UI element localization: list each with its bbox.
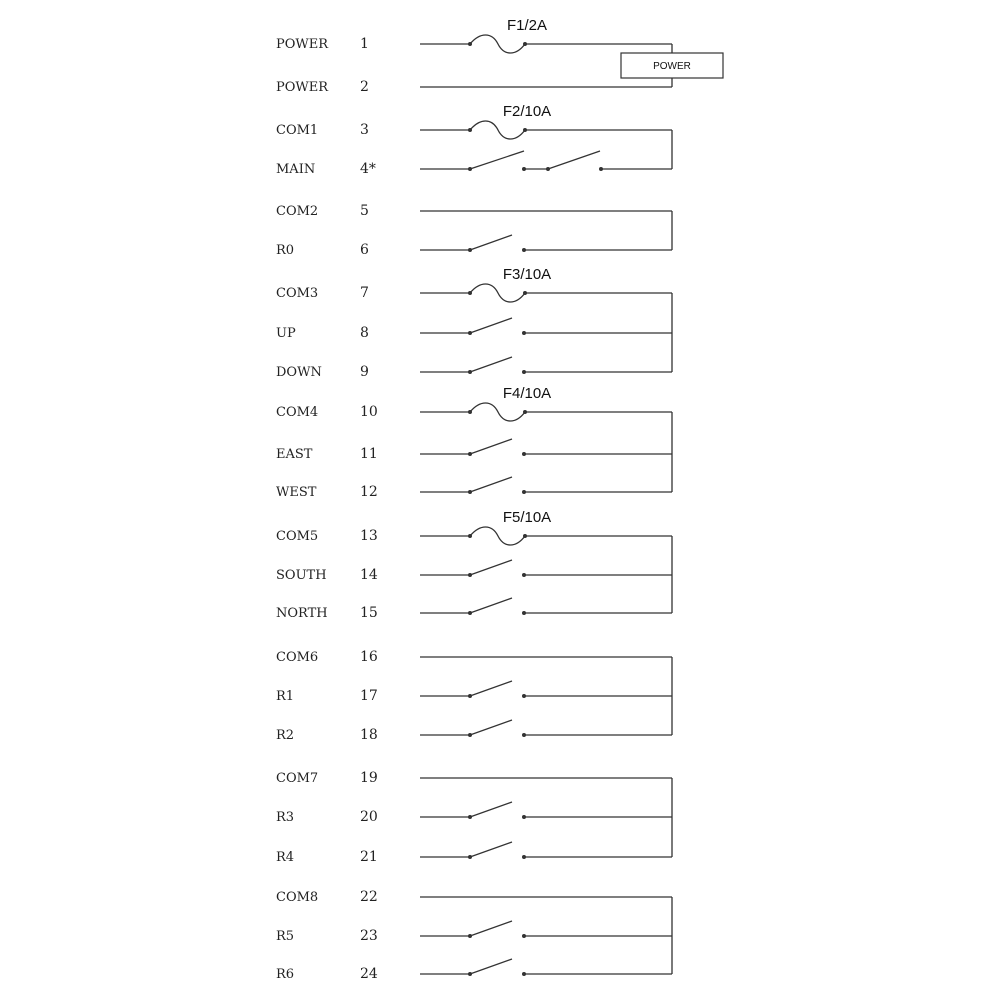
terminal-number: 22 xyxy=(360,889,378,905)
switch-blade xyxy=(470,235,512,250)
switch-blade xyxy=(470,151,524,169)
switch-blade xyxy=(470,681,512,696)
terminal-label: COM8 xyxy=(276,890,319,905)
terminal-label: COM2 xyxy=(276,204,319,219)
switch-blade xyxy=(470,921,512,936)
switch-blade xyxy=(470,477,512,492)
terminal-label: EAST xyxy=(276,447,313,462)
switch-blade xyxy=(470,720,512,735)
terminal-number: 9 xyxy=(360,364,369,380)
terminal-label: R2 xyxy=(276,728,295,743)
terminal-label: COM7 xyxy=(276,771,319,786)
terminal-number: 4* xyxy=(360,161,376,177)
terminal-label: R6 xyxy=(276,967,295,982)
terminal-label: R1 xyxy=(276,689,295,704)
terminal-number: 12 xyxy=(360,484,378,500)
terminal-number: 2 xyxy=(360,79,369,95)
terminal-number: 3 xyxy=(360,122,369,138)
terminal-number: 21 xyxy=(360,849,378,865)
terminal-label: NORTH xyxy=(276,606,328,621)
terminal-number: 16 xyxy=(360,649,378,665)
fuse-symbol xyxy=(470,284,525,302)
terminal-label: POWER xyxy=(276,80,329,95)
terminal-number: 8 xyxy=(360,325,369,341)
switch-blade xyxy=(470,560,512,575)
terminal-label: R3 xyxy=(276,810,295,825)
switch-blade xyxy=(470,318,512,333)
fuse-symbol xyxy=(470,403,525,421)
terminal-label: COM3 xyxy=(276,286,319,301)
terminal-label: POWER xyxy=(276,37,329,52)
switch-blade xyxy=(548,151,600,169)
power-box xyxy=(621,53,723,78)
terminal-number: 20 xyxy=(360,809,378,825)
fuse-symbol xyxy=(470,527,525,545)
terminal-number: 11 xyxy=(360,446,378,462)
terminal-label: COM1 xyxy=(276,123,319,138)
terminal-label: R4 xyxy=(276,850,295,865)
fuse-symbol xyxy=(470,121,525,139)
fuse-symbol xyxy=(470,35,525,53)
switch-blade xyxy=(470,802,512,817)
fuse-label: F3/10A xyxy=(502,266,552,283)
terminal-number: 6 xyxy=(360,242,369,258)
terminal-label: R5 xyxy=(276,929,295,944)
terminal-label: COM5 xyxy=(276,529,319,544)
terminal-label: DOWN xyxy=(276,365,322,380)
terminal-label: WEST xyxy=(276,485,317,500)
switch-blade xyxy=(470,439,512,454)
terminal-label: UP xyxy=(276,326,296,341)
terminal-number: 23 xyxy=(360,928,378,944)
terminal-number: 5 xyxy=(360,203,369,219)
terminal-number: 7 xyxy=(360,285,369,301)
terminal-number: 14 xyxy=(360,567,378,583)
fuse-label: F2/10A xyxy=(502,103,552,120)
terminal-number: 15 xyxy=(360,605,378,621)
fuse-label: F5/10A xyxy=(502,509,552,526)
switch-blade xyxy=(470,842,512,857)
terminal-label: R0 xyxy=(276,243,295,258)
fuse-label: F4/10A xyxy=(502,385,552,402)
terminal-number: 17 xyxy=(360,688,378,704)
terminal-labels xyxy=(276,36,378,982)
terminal-number: 13 xyxy=(360,528,378,544)
power-box-label: POWER xyxy=(653,61,691,72)
switch-blade xyxy=(470,357,512,372)
terminal-label: MAIN xyxy=(276,162,316,177)
switch-blade xyxy=(470,598,512,613)
switch-blade xyxy=(470,959,512,974)
terminal-number: 1 xyxy=(360,36,369,52)
terminal-number: 19 xyxy=(360,770,378,786)
terminal-label: SOUTH xyxy=(276,568,327,583)
fuse-labels xyxy=(503,17,551,526)
fuse-label: F1/2A xyxy=(506,17,548,34)
terminal-label: COM6 xyxy=(276,650,319,665)
terminal-number: 24 xyxy=(360,966,378,982)
terminal-label: COM4 xyxy=(276,405,319,420)
terminal-number: 18 xyxy=(360,727,378,743)
terminal-number: 10 xyxy=(360,404,378,420)
wires xyxy=(420,35,672,976)
